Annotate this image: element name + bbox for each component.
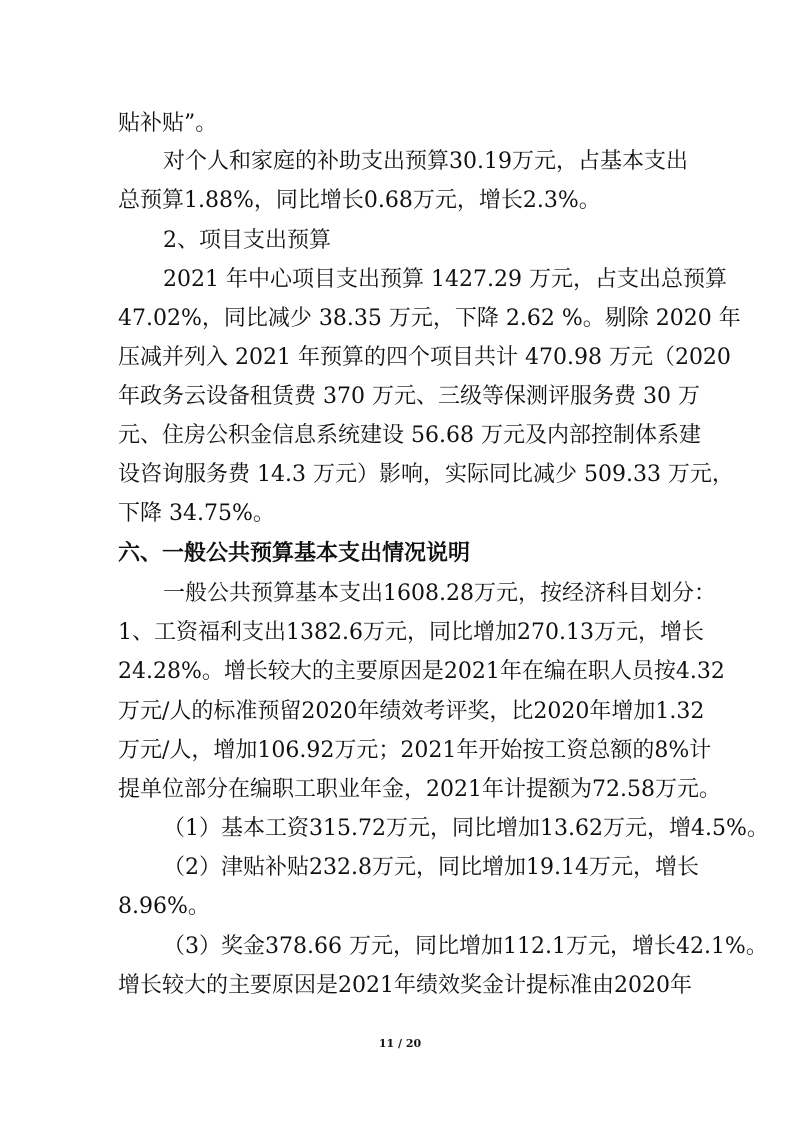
text-line: 万元/人的标准预留2020年绩效考评奖，比2020年增加1.32 <box>118 699 705 724</box>
text-line: 设咨询服务费 14.3 万元）影响，实际同比减少 509.33 万元， <box>118 462 734 487</box>
text-line: 万元/人，增加106.92万元；2021年开始按工资总额的8%计 <box>118 738 712 763</box>
text-line: 总预算1.88%，同比增长0.68万元，增长2.3%。 <box>118 188 601 213</box>
text-line: 贴补贴”。 <box>118 111 218 136</box>
text-line: （3）奖金378.66 万元，同比增加112.1万元，增长42.1%。 <box>163 934 768 959</box>
section-heading: 六、一般公共预算基本支出情况说明 <box>118 541 471 566</box>
text-line: （2）津贴补贴232.8万元，同比增加19.14万元，增长 <box>163 855 699 880</box>
text-line: 24.28%。增长较大的主要原因是2021年在编在职人员按4.32 <box>118 659 725 684</box>
text-line: 一般公共预算基本支出1608.28万元，按经济科目划分： <box>163 581 716 606</box>
text-line: 8.96%。 <box>118 894 210 919</box>
text-line: 年政务云设备租赁费 370 万元、三级等保测评服务费 30 万 <box>118 384 700 409</box>
text-line: （1）基本工资315.72万元，同比增加13.62万元，增4.5%。 <box>163 816 769 841</box>
text-line: 对个人和家庭的补助支出预算30.19万元，占基本支出 <box>163 149 688 174</box>
text-line: 压减并列入 2021 年预算的四个项目共计 470.98 万元（2020 <box>118 345 731 370</box>
text-line: 47.02%，同比减少 38.35 万元，下降 2.62 %。剔除 2020 年 <box>118 306 741 331</box>
text-line: 下降 34.75%。 <box>118 501 275 526</box>
text-line: 增长较大的主要原因是2021年绩效奖金计提标准由2020年 <box>118 973 692 998</box>
section-subheading: 2、项目支出预算 <box>163 228 331 253</box>
page-number: 11 / 20 <box>378 1037 422 1050</box>
text-line: 1、工资福利支出1382.6万元，同比增加270.13万元，增长 <box>118 620 704 645</box>
text-line: 提单位部分在编职工职业年金，2021年计提额为72.58万元。 <box>118 777 721 802</box>
text-line: 元、住房公积金信息系统建设 56.68 万元及内部控制体系建 <box>118 423 701 448</box>
text-line: 2021 年中心项目支出预算 1427.29 万元，占支出总预算 <box>163 267 727 292</box>
